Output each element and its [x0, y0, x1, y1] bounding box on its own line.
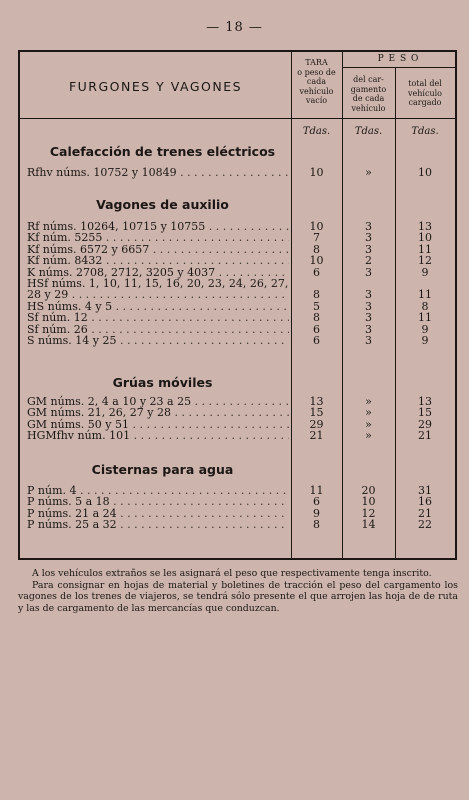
cargamento-value: 3: [365, 334, 372, 347]
cargamento-value: »: [365, 395, 372, 408]
table-row: [20, 334, 455, 347]
tara-value: 8: [313, 518, 320, 532]
tara-value: 8: [313, 288, 320, 302]
total-value: 9: [421, 322, 429, 336]
row-description: Rf núms. 10264, 10715 y 10755 . . .: [27, 220, 289, 233]
total-value: 29: [418, 417, 432, 431]
cargamento-value: »: [365, 406, 372, 420]
total-value: 16: [418, 495, 432, 509]
cargamento-value: 20: [361, 484, 376, 497]
cargamento-value: 3: [365, 288, 372, 302]
row-description: HSf núms. 1, 10, 11, 15, 16, 20, 23, 24, 26, 27,: [27, 277, 289, 290]
total-value: 15: [418, 406, 432, 420]
cargamento-value: 3: [365, 299, 372, 313]
table-row: [20, 166, 455, 179]
tara-value: 11: [309, 484, 324, 497]
footnote: [18, 568, 458, 614]
unit-cargamento: Tdas.: [354, 126, 383, 137]
tara-value: 10: [309, 166, 324, 179]
row-description: Rfhv núms. 10752 y 10849 . . .: [27, 166, 289, 179]
section-title: Cisternas para agua: [91, 462, 234, 477]
total-value: 22: [418, 518, 432, 532]
total-value: 21: [418, 506, 432, 520]
total-value: 21: [418, 429, 432, 443]
tara-value: 5: [313, 299, 320, 313]
row-description: P núms. 21 a 24 . . .: [27, 507, 289, 520]
total-header: total del vehículo cargado: [408, 79, 442, 107]
footnote-paragraph: Para consignar en hojas de material y boletines de tracción el peso del cargamento los vagones de los trenes de viajeros, se tendrá sólo presente el que arrojen las hoja de de ruta y las de cargamento de las mercancías que conduzcan.: [18, 579, 458, 614]
total-value: 13: [418, 220, 432, 233]
row-description: P núm. 4 . . .: [27, 484, 289, 497]
row-description: P núms. 25 a 32 . . .: [27, 518, 289, 531]
row-description: P núms. 5 a 18 . . .: [27, 495, 289, 508]
cargamento-value: 3: [365, 231, 372, 245]
page-number: — 18 —: [206, 20, 263, 35]
tara-value: 13: [309, 395, 324, 408]
cargamento-value: 3: [365, 265, 372, 279]
section-title: Grúas móviles: [112, 375, 213, 390]
row-description: Kf núms. 6572 y 6657 . . .: [27, 243, 289, 256]
cargamento-value: 3: [365, 242, 372, 256]
row-description: GM núms. 21, 26, 27 y 28 . . .: [27, 406, 289, 419]
tara-value: 8: [313, 242, 320, 256]
cargamento-value: 3: [365, 220, 372, 233]
tara-value: 6: [313, 334, 320, 347]
row-description: K núms. 2708, 2712, 3205 y 4037 . . .: [27, 266, 289, 279]
row-description: Sf núm. 26 . . .: [27, 323, 289, 336]
footnote-paragraph: A los vehículos extraños se les asignará el peso que respectivamente tenga inscrito.: [32, 568, 432, 579]
row-description: HGMfhv núm. 101 . . .: [27, 429, 289, 442]
cargamento-value: »: [365, 429, 372, 443]
tara-value: 21: [309, 429, 324, 443]
cargamento-value: 12: [361, 506, 376, 520]
row-description: GM núms. 2, 4 a 10 y 23 a 25 . . .: [27, 395, 289, 408]
tara-value: 8: [313, 311, 320, 325]
cargamento-value: 2: [365, 254, 372, 268]
vehicle-weight-table: [18, 50, 457, 560]
total-value: 9: [421, 265, 429, 279]
tara-value: 29: [309, 417, 324, 431]
tara-value: 6: [313, 495, 320, 509]
row-description: HS núms. 4 y 5 . . .: [27, 300, 289, 313]
cargamento-value: 3: [365, 322, 372, 336]
cargamento-value: 10: [361, 495, 376, 509]
row-description: Kf núm. 8432 . . .: [27, 254, 289, 267]
total-value: 9: [421, 334, 429, 347]
unit-tara: Tdas.: [302, 126, 331, 137]
cargamento-value: »: [365, 166, 372, 179]
peso-underline: [342, 67, 455, 68]
tara-value: 10: [309, 254, 324, 268]
tara-header: TARA o peso de cada vehículo vacío: [297, 58, 336, 105]
row-description: Kf núm. 5255 . . .: [27, 231, 289, 244]
cargamento-value: 14: [361, 518, 376, 532]
row-description: Sf núm. 12 . . .: [27, 311, 289, 324]
cargamento-value: 3: [365, 311, 372, 325]
total-value: 13: [418, 395, 432, 408]
tara-value: 15: [309, 406, 324, 420]
row-description: S núms. 14 y 25 . . .: [27, 334, 289, 347]
tara-value: 6: [313, 322, 320, 336]
tara-value: 7: [313, 231, 320, 245]
header-divider: [20, 118, 455, 119]
table-row: [20, 518, 455, 531]
tara-value: 6: [313, 265, 320, 279]
table-row: [20, 429, 455, 442]
tara-value: 10: [309, 220, 324, 233]
total-value: 11: [418, 288, 432, 302]
total-value: 10: [418, 166, 432, 179]
peso-header: P E S O: [377, 54, 420, 64]
unit-total: Tdas.: [411, 126, 439, 137]
row-description: GM núms. 50 y 51 . . .: [27, 418, 289, 431]
section-title: Vagones de auxilio: [96, 197, 229, 212]
section-title: Calefacción de trenes eléctricos: [49, 144, 276, 159]
cargamento-header: del car- gamento de cada vehículo: [350, 75, 387, 113]
tara-value: 9: [313, 506, 320, 520]
total-value: 8: [421, 299, 429, 313]
row-description: 28 y 29 . . .: [27, 288, 289, 301]
total-value: 11: [418, 242, 432, 256]
total-value: 10: [418, 231, 432, 245]
total-value: 31: [418, 484, 432, 497]
cargamento-value: »: [365, 417, 372, 431]
total-value: 12: [418, 254, 432, 268]
table-main-heading: FURGONES Y VAGONES: [68, 79, 243, 94]
total-value: 11: [418, 311, 432, 325]
